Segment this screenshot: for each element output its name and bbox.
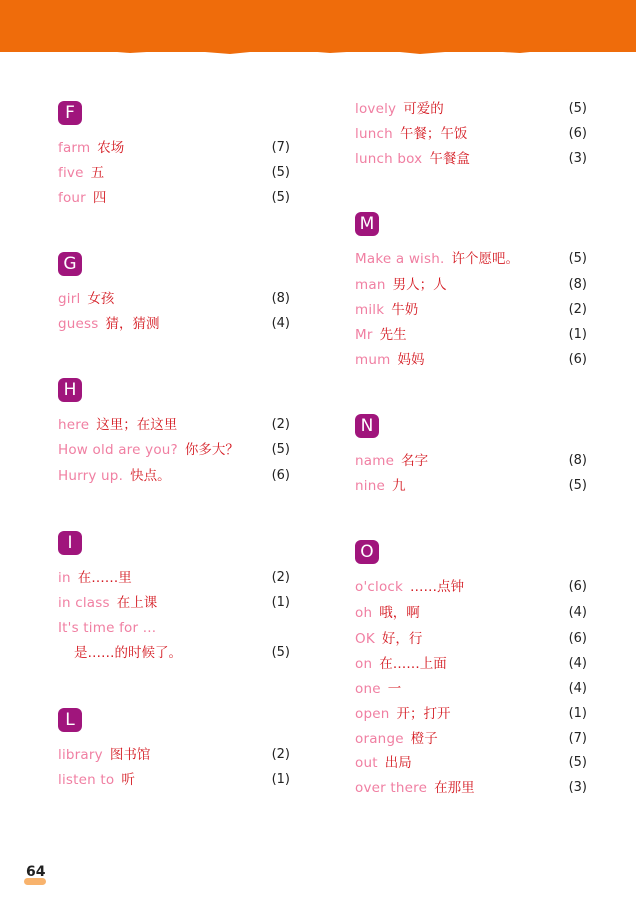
entry-english: lunch box	[355, 151, 423, 167]
entry-chinese: 开；打开	[396, 706, 451, 722]
entry-unit: (7)	[568, 731, 587, 746]
entry-chinese: 快点。	[130, 468, 171, 484]
vocab-entry	[355, 752, 587, 774]
vocab-entry	[355, 576, 587, 598]
entry-english: on	[355, 656, 373, 672]
entry-unit: (1)	[271, 772, 290, 787]
entry-chinese: 在那里	[434, 780, 475, 796]
section-letter-badge: F	[58, 101, 82, 125]
entry-english: milk	[355, 302, 385, 318]
vocab-entry	[58, 414, 290, 436]
entry-english: four	[58, 190, 86, 206]
vocab-entry	[355, 475, 587, 497]
entry-english: listen to	[58, 772, 115, 788]
entry-chinese: 午餐；午饭	[399, 126, 468, 142]
entry-chinese: 是……的时候了。	[74, 645, 182, 661]
entry-english: OK	[355, 631, 375, 647]
vocab-entry	[58, 137, 290, 159]
entry-chinese: 在上课	[116, 595, 158, 611]
entry-english: name	[355, 453, 395, 469]
entry-english: library	[58, 747, 103, 763]
entry-unit: (6)	[568, 631, 587, 646]
vocab-entry	[355, 450, 587, 472]
entry-chinese: 午餐盒	[429, 151, 470, 167]
vocab-entry	[58, 162, 290, 184]
entry-unit: (8)	[568, 277, 587, 292]
entry-english: one	[355, 681, 381, 697]
entry-unit: (6)	[568, 352, 587, 367]
entry-chinese: 你多大？	[184, 442, 239, 458]
entry-unit: (5)	[568, 251, 587, 266]
entry-unit: (4)	[271, 316, 290, 331]
section-letter-badge: L	[58, 708, 82, 732]
entry-unit: (2)	[568, 302, 587, 317]
entry-chinese: 农场	[97, 140, 125, 156]
vocab-entry	[58, 642, 290, 664]
entry-english: farm	[58, 140, 91, 156]
entry-chinese: 图书馆	[109, 747, 151, 763]
entry-english: Hurry up.	[58, 468, 124, 484]
entry-english: o'clock	[355, 579, 404, 595]
entry-english: Make a wish.	[355, 251, 445, 267]
vocab-entry	[58, 592, 290, 614]
entry-english: How old are you?	[58, 442, 178, 458]
section-letter-badge: N	[355, 414, 379, 438]
entry-english: guess	[58, 316, 99, 332]
entry-chinese: 五	[90, 165, 105, 181]
entry-chinese: 女孩	[87, 291, 115, 307]
entry-chinese: 许个愿吧。	[451, 251, 519, 267]
vocab-entry	[355, 628, 587, 650]
entry-unit: (1)	[271, 595, 290, 610]
entry-chinese: 在……上面	[379, 656, 447, 672]
vocab-entry	[58, 617, 290, 639]
entry-unit: (6)	[568, 579, 587, 594]
entry-chinese: 好，行	[381, 631, 423, 647]
section-letter-badge: M	[355, 212, 379, 236]
banner-torn-edge	[0, 44, 636, 58]
vocab-entry	[58, 439, 290, 461]
vocab-entry	[355, 602, 587, 624]
entry-unit: (2)	[271, 747, 290, 762]
entry-chinese: 名字	[401, 453, 429, 469]
entry-chinese: 牛奶	[391, 302, 419, 318]
entry-unit: (3)	[568, 151, 587, 166]
vocab-entry	[355, 678, 587, 700]
entry-chinese: 一	[387, 681, 402, 697]
entry-chinese: 听	[121, 772, 135, 788]
entry-chinese: 哦，啊	[379, 605, 420, 621]
entry-english: five	[58, 165, 84, 181]
entry-english: here	[58, 417, 90, 433]
entry-chinese: 九	[391, 478, 406, 494]
vocab-entry	[355, 324, 587, 346]
entry-english: lunch	[355, 126, 393, 142]
entry-english: open	[355, 706, 390, 722]
vocab-entry	[355, 123, 587, 145]
vocab-entry	[58, 313, 290, 335]
entry-chinese: 在……里	[77, 570, 132, 586]
vocab-entry	[355, 248, 587, 270]
vocab-entry	[355, 349, 587, 371]
vocab-entry	[355, 777, 587, 799]
section-letter-badge: O	[355, 540, 379, 564]
entry-unit: (5)	[271, 645, 290, 660]
entry-english: orange	[355, 731, 404, 747]
entry-unit: (6)	[568, 126, 587, 141]
vocab-entry	[355, 728, 587, 750]
entry-english: out	[355, 755, 378, 771]
section-letter-badge: I	[58, 531, 82, 555]
entry-chinese: 出局	[384, 755, 412, 771]
entry-english: man	[355, 277, 386, 293]
entry-unit: (4)	[568, 656, 587, 671]
vocab-entry	[355, 274, 587, 296]
vocab-entry	[355, 299, 587, 321]
entry-unit: (4)	[568, 681, 587, 696]
entry-unit: (5)	[568, 478, 587, 493]
entry-english: in	[58, 570, 71, 586]
entry-english: lovely	[355, 101, 397, 117]
vocab-entry	[355, 148, 587, 170]
vocab-entry	[355, 653, 587, 675]
entry-unit: (7)	[271, 140, 290, 155]
entry-unit: (8)	[568, 453, 587, 468]
entry-english: over there	[355, 780, 428, 796]
entry-unit: (5)	[271, 165, 290, 180]
vocab-entry	[58, 567, 290, 589]
entry-english: It's time for ...	[58, 620, 157, 636]
entry-unit: (2)	[271, 570, 290, 585]
entry-chinese: 四	[92, 190, 107, 206]
entry-english: oh	[355, 605, 373, 621]
entry-chinese: ……点钟	[410, 579, 465, 595]
page-number: 64	[26, 864, 46, 880]
vocab-entry	[58, 744, 290, 766]
entry-unit: (4)	[568, 605, 587, 620]
entry-unit: (1)	[568, 327, 587, 342]
entry-english: girl	[58, 291, 81, 307]
entry-english: nine	[355, 478, 385, 494]
section-letter-badge: H	[58, 378, 82, 402]
entry-chinese: 男人；人	[392, 277, 447, 293]
entry-english: mum	[355, 352, 391, 368]
entry-unit: (2)	[271, 417, 290, 432]
entry-unit: (6)	[271, 468, 290, 483]
entry-chinese: 这里；在这里	[96, 417, 178, 433]
entry-chinese: 猜，猜测	[105, 316, 160, 332]
entry-unit: (5)	[271, 190, 290, 205]
entry-unit: (5)	[271, 442, 290, 457]
entry-english: Mr	[355, 327, 373, 343]
entry-unit: (3)	[568, 780, 587, 795]
vocab-entry	[58, 769, 290, 791]
vocab-entry	[58, 187, 290, 209]
entry-chinese: 妈妈	[397, 352, 425, 368]
entry-unit: (5)	[568, 101, 587, 116]
vocab-entry	[58, 465, 290, 487]
entry-english: in class	[58, 595, 110, 611]
section-letter-badge: G	[58, 252, 82, 276]
entry-unit: (8)	[271, 291, 290, 306]
entry-unit: (1)	[568, 706, 587, 721]
vocab-entry	[58, 288, 290, 310]
vocab-entry	[355, 703, 587, 725]
entry-chinese: 橙子	[410, 731, 438, 747]
vocab-entry	[355, 98, 587, 120]
entry-chinese: 可爱的	[403, 101, 444, 117]
entry-unit: (5)	[568, 755, 587, 770]
entry-chinese: 先生	[379, 327, 407, 343]
top-banner	[0, 0, 636, 52]
